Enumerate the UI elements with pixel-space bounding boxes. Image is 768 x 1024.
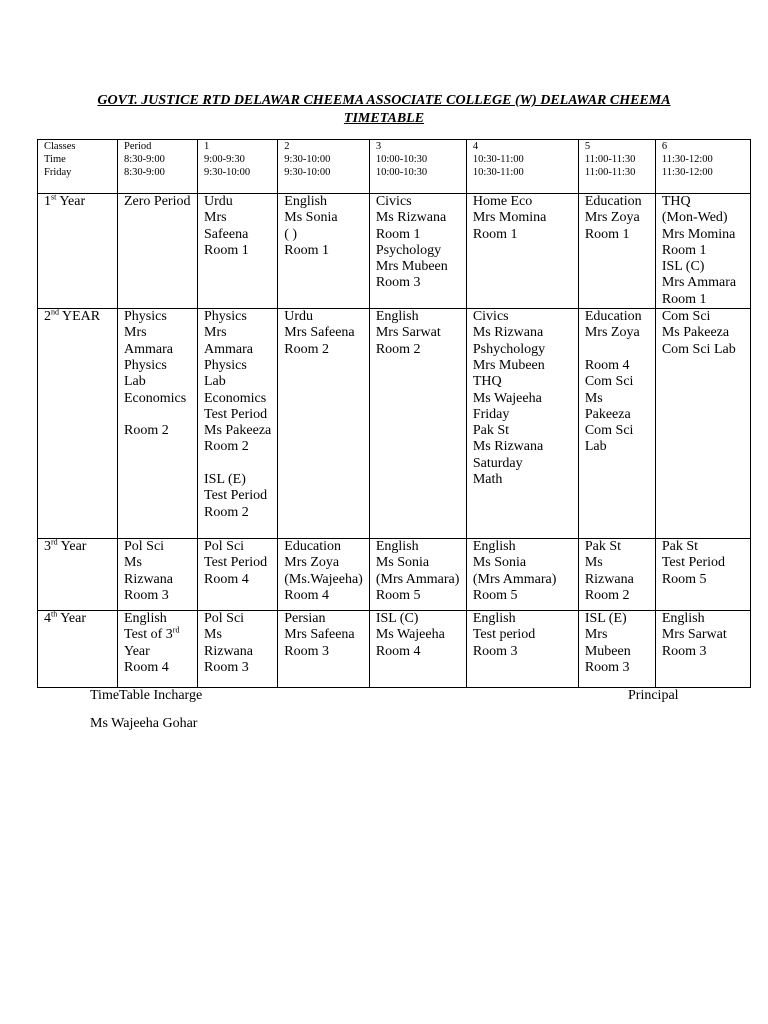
cell-text: Com Sci bbox=[584, 374, 634, 390]
table-row bbox=[38, 539, 751, 611]
cell-text: Ammara bbox=[124, 341, 173, 357]
timetable bbox=[37, 139, 751, 688]
header-text: Classes bbox=[44, 141, 76, 152]
cell-text: Room 3 bbox=[204, 659, 249, 675]
cell-text: Pakeeza bbox=[584, 406, 631, 422]
cell-text: Com Sci bbox=[584, 423, 634, 439]
cell-text bbox=[124, 407, 191, 423]
cell-text: Room 3 bbox=[472, 643, 518, 659]
schedule-cell bbox=[278, 539, 370, 611]
year-label: 2nd YEAR bbox=[44, 307, 101, 325]
cell-text: English bbox=[375, 539, 419, 555]
schedule-cell bbox=[118, 194, 198, 309]
schedule-cell bbox=[118, 309, 198, 539]
cell-text: Room 2 bbox=[204, 439, 249, 455]
cell-text: Room 2 bbox=[375, 341, 421, 357]
header-text: 10:30-11:00 bbox=[472, 154, 524, 165]
header-text: 5 bbox=[584, 141, 591, 152]
cell-text: Mrs Sarwat bbox=[375, 325, 441, 341]
cell-text: Ms bbox=[124, 555, 142, 571]
cell-text: Saturday bbox=[472, 455, 523, 471]
cell-text: Room 4 bbox=[284, 587, 329, 603]
cell-text: Pshychology bbox=[472, 341, 546, 357]
cell-text: Room 3 bbox=[375, 275, 421, 291]
header-cell bbox=[655, 140, 750, 194]
cell-text: Education bbox=[584, 194, 642, 209]
year-label: 4th Year bbox=[44, 609, 87, 627]
cell-text: Ms Pakeeza bbox=[661, 325, 730, 341]
cell-text: ISL (C) bbox=[661, 259, 705, 275]
cell-text: Pol Sci bbox=[204, 611, 245, 627]
cell-text: Mrs bbox=[204, 325, 227, 341]
cell-text: (Mrs Ammara) bbox=[375, 571, 460, 587]
cell-text: Com Sci bbox=[661, 309, 711, 325]
cell-text: Room 2 bbox=[584, 587, 630, 603]
cell-text: Room 1 bbox=[204, 242, 249, 258]
header-cell bbox=[198, 140, 278, 194]
cell-text: Mrs Zoya bbox=[284, 555, 340, 571]
cell-text: ( ) bbox=[284, 226, 298, 242]
cell-text: Mrs bbox=[204, 210, 227, 226]
cell-text: Ms Rizwana bbox=[375, 210, 447, 226]
cell-text: Zero Period bbox=[124, 194, 191, 209]
cell-text: Ms Rizwana bbox=[472, 325, 544, 341]
cell-text: Ms Wajeeha bbox=[375, 627, 445, 643]
cell-text: Mrs Mubeen bbox=[375, 259, 448, 275]
cell-text: Mrs Sarwat bbox=[661, 627, 727, 643]
cell-text: Economics bbox=[204, 390, 267, 406]
cell-text: Mrs Safeena bbox=[284, 325, 355, 341]
header-text: 9:00-9:30 bbox=[204, 154, 245, 165]
cell-text: Ms Sonia bbox=[472, 555, 527, 571]
cell-text: Pak St bbox=[661, 539, 699, 555]
cell-text: Physics bbox=[124, 357, 167, 373]
cell-text: Physics bbox=[124, 309, 167, 325]
cell-text: Ms bbox=[584, 390, 603, 406]
cell-text: Room 5 bbox=[472, 587, 518, 603]
schedule-cell bbox=[198, 309, 278, 539]
cell-text: Pak St bbox=[584, 539, 622, 555]
cell-text: ISL (C) bbox=[375, 611, 419, 627]
cell-text: Ms Pakeeza bbox=[204, 423, 272, 439]
cell-text: Ms Sonia bbox=[284, 210, 338, 226]
cell-text: Room 4 bbox=[584, 357, 630, 373]
header-text: 1 bbox=[204, 141, 210, 152]
cell-text: ISL (E) bbox=[584, 611, 627, 627]
cell-text: English bbox=[472, 539, 516, 555]
cell-text: Ms Rizwana bbox=[472, 439, 544, 455]
header-text: Period bbox=[124, 141, 152, 152]
cell-text: Mubeen bbox=[584, 643, 631, 659]
schedule-cell bbox=[118, 539, 198, 611]
cell-text: Mrs Zoya bbox=[584, 325, 640, 341]
header-cell bbox=[278, 140, 370, 194]
cell-text: English bbox=[472, 611, 516, 627]
cell-text: Ms Wajeeha bbox=[472, 390, 542, 406]
cell-text: Room 4 bbox=[375, 643, 421, 659]
cell-text: Room 4 bbox=[204, 571, 249, 587]
schedule-cell bbox=[198, 539, 278, 611]
schedule-cell bbox=[466, 309, 578, 539]
header-cell bbox=[466, 140, 578, 194]
schedule-cell bbox=[278, 611, 370, 688]
header-text: 9:30-10:00 bbox=[284, 167, 331, 178]
incharge-name: Ms Wajeeha Gohar bbox=[90, 716, 198, 731]
schedule-cell bbox=[578, 539, 655, 611]
cell-text: Physics bbox=[204, 357, 247, 373]
cell-text: Economics bbox=[124, 390, 187, 406]
cell-text: Mrs Momina bbox=[472, 210, 547, 226]
cell-text: Mrs Safeena bbox=[284, 627, 355, 643]
header-text: 9:30-10:00 bbox=[204, 167, 251, 178]
cell-text: Mrs Mubeen bbox=[472, 357, 545, 373]
header-text: 8:30-9:00 bbox=[124, 167, 165, 178]
cell-text: Home Eco bbox=[472, 194, 533, 209]
cell-text: Ammara bbox=[204, 341, 253, 357]
schedule-cell bbox=[278, 194, 370, 309]
header-text: 10:00-10:30 bbox=[375, 154, 428, 165]
principal-label: Principal bbox=[628, 688, 679, 703]
cell-text: (Mrs Ammara) bbox=[472, 571, 557, 587]
cell-text: English bbox=[661, 611, 705, 627]
cell-text: Room 1 bbox=[661, 291, 707, 307]
year-cell bbox=[38, 539, 118, 611]
cell-text: Ms Sonia bbox=[375, 555, 430, 571]
header-text: Time bbox=[44, 154, 66, 165]
cell-text bbox=[204, 456, 271, 472]
year-label: 1st Year bbox=[44, 192, 86, 209]
cell-text: Room 1 bbox=[284, 242, 329, 258]
cell-text: Room 2 bbox=[124, 423, 169, 439]
header-cell bbox=[578, 140, 655, 194]
cell-text: English bbox=[375, 309, 419, 325]
schedule-cell bbox=[578, 309, 655, 539]
cell-text: Test Period bbox=[204, 488, 268, 504]
cell-text: Room 5 bbox=[375, 587, 421, 603]
header-text: 10:30-11:00 bbox=[472, 167, 524, 178]
header-text: 9:30-10:00 bbox=[284, 154, 331, 165]
cell-text: Year bbox=[124, 643, 150, 659]
schedule-cell bbox=[466, 611, 578, 688]
year-label: 3rd Year bbox=[44, 537, 87, 555]
cell-text: Test of 3rd bbox=[124, 625, 180, 643]
schedule-cell bbox=[578, 194, 655, 309]
header-text: 2 bbox=[284, 141, 290, 152]
schedule-cell bbox=[466, 194, 578, 309]
cell-text: Room 1 bbox=[661, 242, 707, 258]
incharge-label: TimeTable Incharge bbox=[90, 688, 203, 703]
cell-text: Persian bbox=[284, 611, 326, 627]
header-text: 11:30-12:00 bbox=[661, 154, 713, 165]
cell-text: Rizwana bbox=[204, 643, 253, 659]
cell-text: THQ bbox=[472, 374, 502, 390]
cell-text: Lab bbox=[124, 374, 146, 390]
cell-text: Math bbox=[472, 472, 503, 488]
cell-text: Physics bbox=[204, 309, 247, 325]
cell-text: Mrs Zoya bbox=[584, 210, 640, 226]
cell-text: Room 3 bbox=[284, 643, 329, 659]
schedule-cell bbox=[655, 539, 750, 611]
cell-text: Urdu bbox=[204, 194, 233, 209]
cell-text: Room 1 bbox=[472, 226, 518, 242]
cell-text: Lab bbox=[584, 439, 607, 455]
table-row bbox=[38, 309, 751, 539]
cell-text: Ms bbox=[584, 555, 603, 571]
cell-text: Test Period bbox=[204, 406, 268, 422]
header-text: 10:00-10:30 bbox=[375, 167, 428, 178]
cell-text bbox=[585, 342, 649, 358]
cell-text: Rizwana bbox=[584, 571, 634, 587]
cell-text: Education bbox=[284, 539, 342, 555]
schedule-cell bbox=[198, 194, 278, 309]
header-text: 3 bbox=[375, 141, 382, 152]
header-text: 6 bbox=[661, 141, 668, 152]
table-row bbox=[38, 194, 751, 309]
cell-text: Test Period bbox=[204, 555, 268, 571]
cell-text: Pol Sci bbox=[124, 539, 165, 555]
cell-text: Friday bbox=[472, 406, 510, 422]
cell-text: Education bbox=[584, 309, 642, 325]
cell-text: Room 3 bbox=[124, 587, 169, 603]
cell-text: (Mon-Wed) bbox=[661, 210, 728, 226]
schedule-cell bbox=[198, 611, 278, 688]
schedule-cell bbox=[369, 539, 466, 611]
cell-text: Rizwana bbox=[124, 571, 173, 587]
cell-text: Mrs bbox=[584, 627, 608, 643]
year-cell bbox=[38, 194, 118, 309]
schedule-cell bbox=[278, 309, 370, 539]
cell-text: English bbox=[284, 194, 328, 209]
header-text: 11:00-11:30 bbox=[584, 167, 636, 178]
cell-text: Mrs Momina bbox=[661, 226, 736, 242]
cell-text: Lab bbox=[204, 374, 226, 390]
cell-text: Pol Sci bbox=[204, 539, 245, 555]
year-cell bbox=[38, 611, 118, 688]
header-cell bbox=[38, 140, 118, 194]
college-title: GOVT. JUSTICE RTD DELAWAR CHEEMA ASSOCIATE COLLEGE (W) DELAWAR CHEEMA bbox=[97, 93, 671, 108]
cell-text: THQ bbox=[661, 194, 691, 209]
cell-text: Room 4 bbox=[124, 659, 169, 675]
header-text: 11:30-12:00 bbox=[661, 167, 713, 178]
cell-text: ISL (E) bbox=[204, 472, 246, 488]
cell-text: Com Sci Lab bbox=[661, 341, 736, 357]
cell-text: Room 2 bbox=[284, 341, 329, 357]
schedule-cell bbox=[655, 611, 750, 688]
schedule-cell bbox=[369, 309, 466, 539]
cell-text: Test Period bbox=[661, 555, 726, 571]
schedule-cell bbox=[655, 309, 750, 539]
timetable-title: TIMETABLE bbox=[343, 111, 425, 126]
schedule-cell bbox=[578, 611, 655, 688]
schedule-cell bbox=[369, 194, 466, 309]
cell-text: Room 3 bbox=[584, 659, 630, 675]
cell-text: Psychology bbox=[375, 242, 442, 258]
cell-text: Urdu bbox=[284, 309, 314, 325]
cell-text: Civics bbox=[375, 194, 412, 209]
header-text: Friday bbox=[44, 167, 72, 178]
header-text: 11:00-11:30 bbox=[584, 154, 636, 165]
cell-text: Mrs Ammara bbox=[661, 275, 737, 291]
cell-text: Test period bbox=[472, 627, 536, 643]
cell-text: Room 3 bbox=[661, 643, 707, 659]
cell-text: Safeena bbox=[204, 226, 249, 242]
schedule-cell bbox=[369, 611, 466, 688]
schedule-cell bbox=[118, 611, 198, 688]
cell-text: Room 1 bbox=[375, 226, 421, 242]
header-text: 4 bbox=[472, 141, 479, 152]
cell-text: Civics bbox=[472, 309, 509, 325]
cell-text: Room 2 bbox=[204, 504, 249, 520]
header-text: 8:30-9:00 bbox=[124, 154, 165, 165]
schedule-cell bbox=[466, 539, 578, 611]
table-row bbox=[38, 611, 751, 688]
cell-text: Ms bbox=[204, 627, 222, 643]
cell-text: Room 5 bbox=[661, 571, 707, 587]
header-cell bbox=[118, 140, 198, 194]
cell-text: Mrs bbox=[124, 325, 147, 341]
header-row bbox=[38, 140, 751, 194]
year-cell bbox=[38, 309, 118, 539]
cell-text: English bbox=[124, 611, 167, 627]
cell-text: Pak St bbox=[472, 423, 510, 439]
schedule-cell bbox=[655, 194, 750, 309]
cell-text: (Ms.Wajeeha) bbox=[284, 571, 363, 587]
cell-text: Room 1 bbox=[584, 226, 630, 242]
header-cell bbox=[369, 140, 466, 194]
